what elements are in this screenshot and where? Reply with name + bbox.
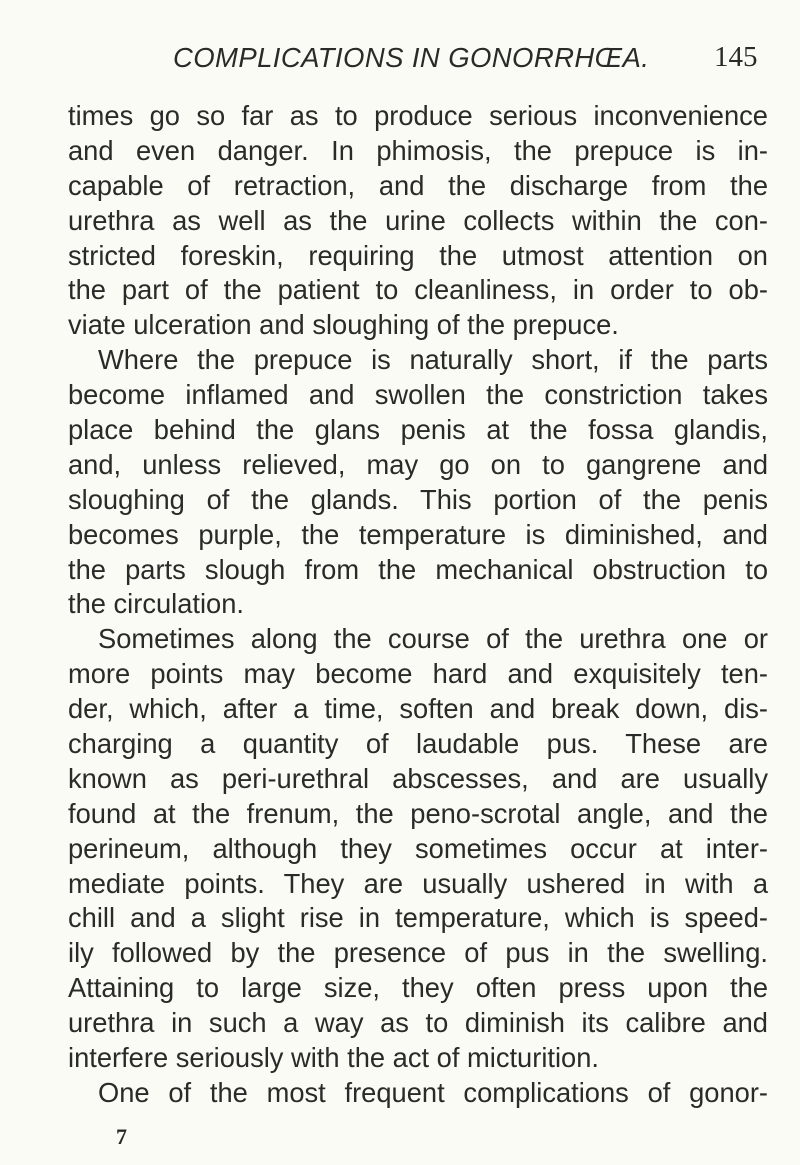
text-line: place behind the glans penis at the fossa glandis, <box>68 414 768 446</box>
text-line: urethra in such a way as to diminish its calibre and <box>68 1007 768 1039</box>
signature-mark: 7 <box>116 1124 127 1149</box>
text-line: stricted foreskin, requiring the utmost attention on <box>68 239 768 271</box>
text-line: urethra as well as the urine collects within the con- <box>68 204 768 236</box>
text-line: times go so far as to produce serious inconvenience <box>68 100 768 131</box>
text-line: der, which, after a time, soften and break down, dis- <box>68 693 768 725</box>
text-line: Attaining to large size, they often press upon the <box>68 972 768 1004</box>
text-line: become inflamed and swollen the constriction takes <box>68 379 768 411</box>
text-line: and even danger. In phimosis, the prepuce is in- <box>68 134 768 166</box>
text-line: more points may become hard and exquisitely ten- <box>68 658 768 690</box>
text-line: sloughing of the glands. This portion of the penis <box>68 483 768 515</box>
text-line: known as peri-urethral abscesses, and are usually <box>68 762 768 794</box>
text-line: interfere seriously with the act of micturition. <box>68 1042 599 1074</box>
text-line: becomes purple, the temperature is diminished, and <box>68 518 768 550</box>
text-line-paragraph-start: Where the prepuce is naturally short, if the parts <box>98 344 768 376</box>
text-line: found at the frenum, the peno-scrotal angle, and the <box>68 797 768 829</box>
text-line: chill and a slight rise in temperature, which is speed- <box>68 902 768 934</box>
text-line-paragraph-start: One of the most frequent complications of gonor- <box>98 1076 768 1108</box>
text-line: and, unless relieved, may go on to gangrene and <box>68 448 768 480</box>
text-line: the parts slough from the mechanical obstruction to <box>68 553 768 585</box>
text-line: viate ulceration and sloughing of the prepuce. <box>68 309 619 341</box>
text-line: mediate points. They are usually ushered in with a <box>68 867 768 899</box>
text-line: perineum, although they sometimes occur at inter- <box>68 832 768 864</box>
body-text <box>68 99 768 1111</box>
page-number: 145 <box>714 41 758 73</box>
text-line: capable of retraction, and the discharge from the <box>68 169 768 201</box>
text-line: charging a quantity of laudable pus. These are <box>68 728 768 760</box>
text-line-paragraph-start: Sometimes along the course of the urethra one or <box>98 623 768 655</box>
text-line: the circulation. <box>68 588 245 620</box>
text-line: the part of the patient to cleanliness, in order to ob- <box>68 274 768 306</box>
running-title: COMPLICATIONS IN GONORRHŒA. <box>173 42 650 73</box>
text-line: ily followed by the presence of pus in the swelling. <box>68 937 768 969</box>
